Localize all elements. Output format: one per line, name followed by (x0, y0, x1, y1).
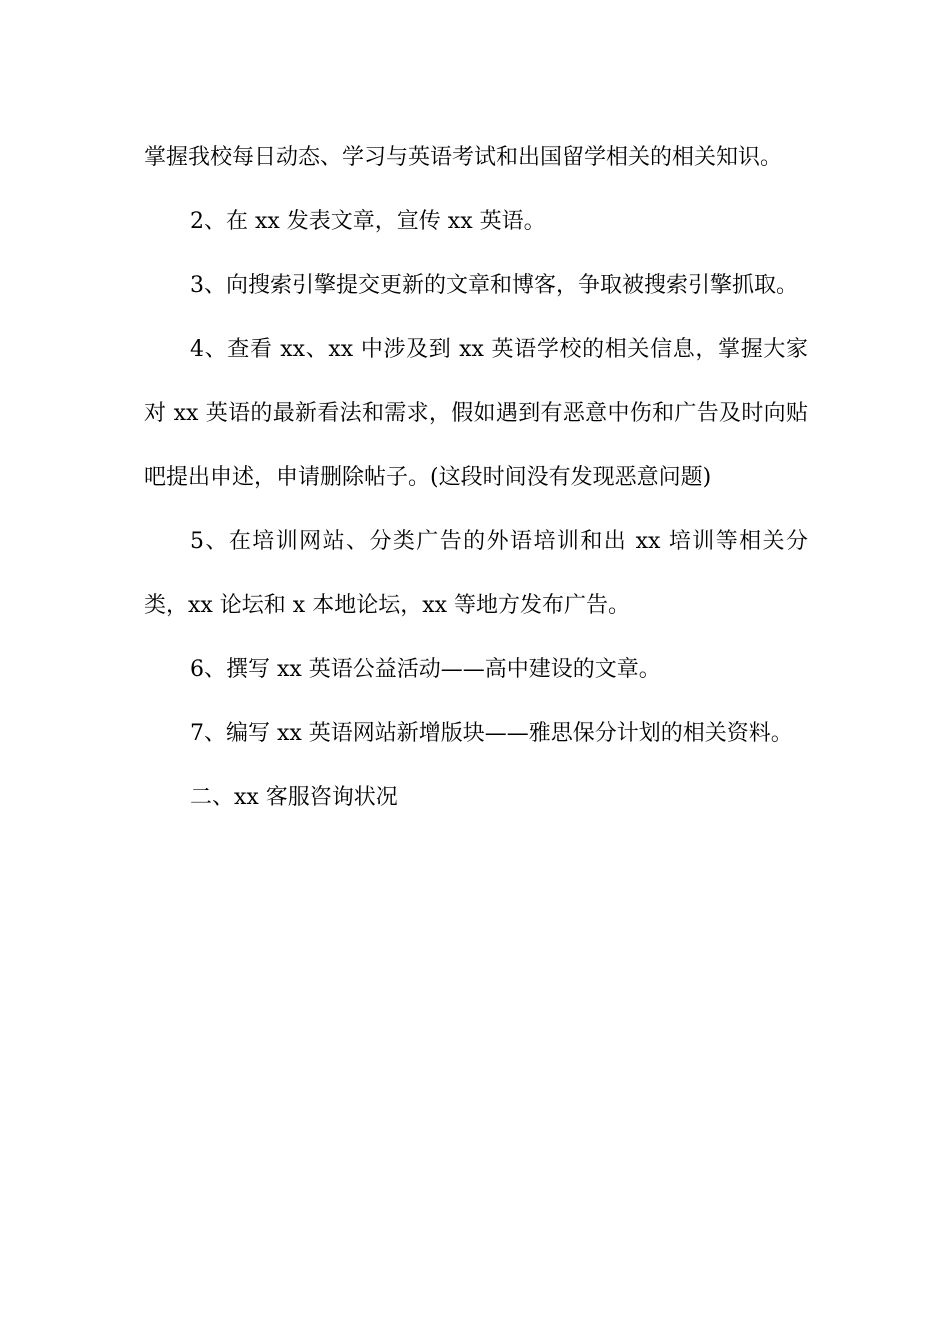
section-heading: 二、xx 客服咨询状况 (190, 785, 398, 810)
list-item-4: 4、查看 xx、xx 中涉及到 xx 英语学校的相关信息，掌握大家对 xx 英语的最新看法和需求，假如遇到有恶意中伤和广告及时向贴吧提出申述，申请删除帖子。(这段时间没有发现恶意问题) (144, 337, 808, 490)
paragraph-continuation: 掌握我校每日动态、学习与英语考试和出国留学相关的相关知识。 (144, 145, 783, 170)
document-body (144, 126, 808, 830)
list-item-5: 5、在培训网站、分类广告的外语培训和出 xx 培训等相关分类，xx 论坛和 x 本地论坛，xx 等地方发布广告。 (144, 529, 808, 618)
list-item-6: 6、撰写 xx 英语公益活动——高中建设的文章。 (190, 657, 661, 682)
list-item-7: 7、编写 xx 英语网站新增版块——雅思保分计划的相关资料。 (190, 721, 793, 746)
list-item-2: 2、在 xx 发表文章，宣传 xx 英语。 (190, 209, 546, 234)
list-item-3: 3、向搜索引擎提交更新的文章和博客，争取被搜索引擎抓取。 (190, 273, 798, 298)
